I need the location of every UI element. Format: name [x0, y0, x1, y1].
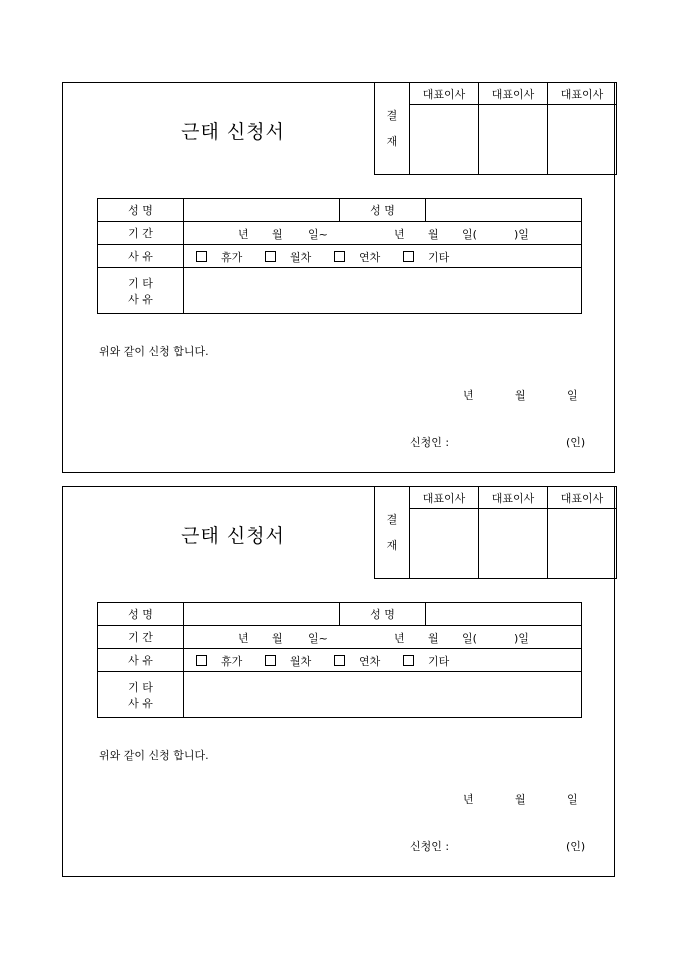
seal-mark: (인) [566, 436, 586, 449]
approver-header: 대표이사 [479, 83, 548, 105]
reason-label: 사 유 [98, 649, 184, 672]
approver-header: 대표이사 [410, 487, 479, 509]
request-table [97, 602, 582, 718]
other-reason-label: 기 타 사 유 [98, 268, 184, 314]
period-label: 기 간 [98, 222, 184, 245]
date-day: 일 [567, 793, 578, 806]
approver-header: 대표이사 [548, 83, 617, 105]
period-label: 기 간 [98, 626, 184, 649]
annual-leave-checkbox[interactable] [334, 655, 345, 666]
name-field-2[interactable] [426, 603, 582, 626]
date-month: 월 [515, 793, 526, 806]
approval-sign-cell[interactable] [479, 509, 548, 579]
attendance-form-1 [62, 82, 615, 473]
approval-label: 결 재 [375, 83, 410, 175]
applicant-label: 신청인 : [410, 436, 450, 449]
name-field-2[interactable] [426, 199, 582, 222]
reason-options: 휴가 월차 연차 기타 [184, 649, 582, 672]
approver-header: 대표이사 [548, 487, 617, 509]
other-reason-label: 기 타 사 유 [98, 672, 184, 718]
other-checkbox[interactable] [403, 655, 414, 666]
other-reason-field[interactable] [184, 268, 582, 314]
name-label: 성 명 [98, 199, 184, 222]
approval-sign-cell[interactable] [479, 105, 548, 175]
approval-box [374, 486, 617, 579]
name-label-2: 성 명 [340, 199, 426, 222]
approval-sign-cell[interactable] [410, 509, 479, 579]
applicant-label: 신청인 : [410, 840, 450, 853]
form-title: 근태 신청서 [181, 525, 285, 547]
reason-label: 사 유 [98, 245, 184, 268]
statement: 위와 같이 신청 합니다. [99, 749, 209, 762]
form-title: 근태 신청서 [181, 121, 285, 143]
vacation-checkbox[interactable] [196, 655, 207, 666]
name-field[interactable] [184, 199, 340, 222]
other-checkbox[interactable] [403, 251, 414, 262]
date-year: 년 [463, 793, 474, 806]
seal-mark: (인) [566, 840, 586, 853]
approval-sign-cell[interactable] [548, 509, 617, 579]
approver-header: 대표이사 [410, 83, 479, 105]
reason-options: 휴가 월차 연차 기타 [184, 245, 582, 268]
vacation-checkbox[interactable] [196, 251, 207, 262]
period-field[interactable]: 년 월 일~ 년 월 일( )일 [184, 222, 582, 245]
name-label-2: 성 명 [340, 603, 426, 626]
name-label: 성 명 [98, 603, 184, 626]
attendance-form-2 [62, 486, 615, 877]
date-month: 월 [515, 389, 526, 402]
monthly-leave-checkbox[interactable] [265, 655, 276, 666]
approval-sign-cell[interactable] [548, 105, 617, 175]
approval-label: 결 재 [375, 487, 410, 579]
monthly-leave-checkbox[interactable] [265, 251, 276, 262]
date-year: 년 [463, 389, 474, 402]
annual-leave-checkbox[interactable] [334, 251, 345, 262]
approval-sign-cell[interactable] [410, 105, 479, 175]
request-table [97, 198, 582, 314]
approver-header: 대표이사 [479, 487, 548, 509]
name-field[interactable] [184, 603, 340, 626]
date-day: 일 [567, 389, 578, 402]
approval-box [374, 82, 617, 175]
statement: 위와 같이 신청 합니다. [99, 345, 209, 358]
other-reason-field[interactable] [184, 672, 582, 718]
period-field[interactable]: 년 월 일~ 년 월 일( )일 [184, 626, 582, 649]
